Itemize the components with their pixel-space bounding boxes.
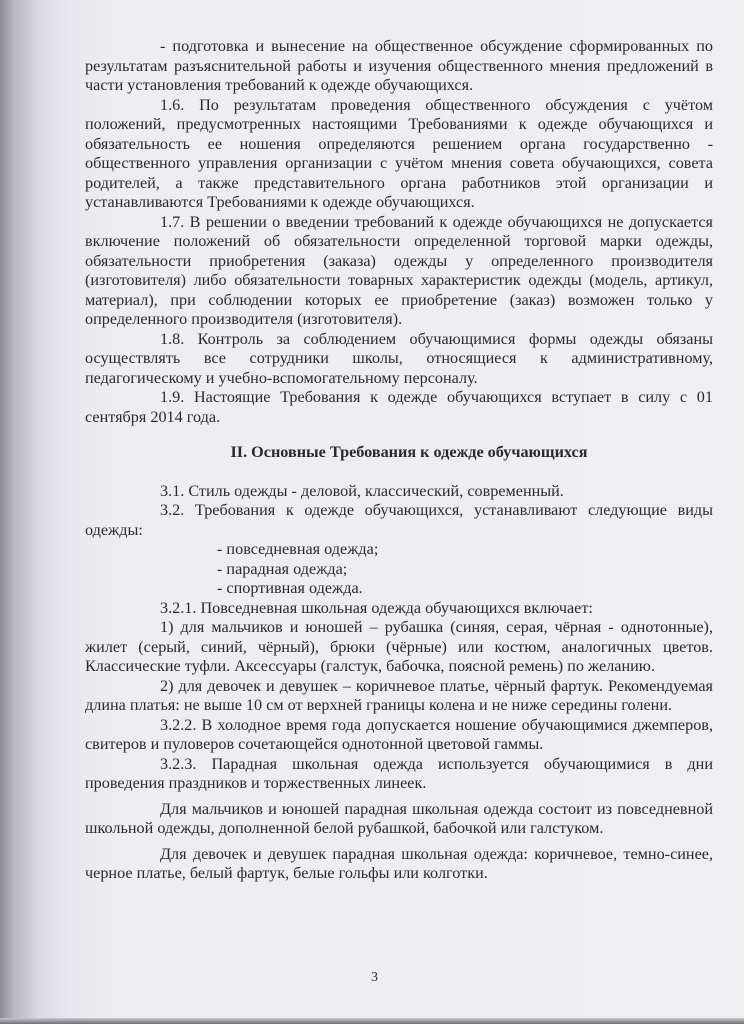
document-body (85, 37, 713, 884)
paragraph-1-8: 1.8. Контроль за соблюдением обучающимися формы одежды обязаны осуществлять все сотрудники школы, относящиеся к административному, педагогическому и учебно-вспомогательному персоналу. (85, 329, 713, 387)
paragraph-girls-formal: Для девочек и девушек парадная школьная одежда: коричневое, темно-синее, черное платье, белый фартук, белые гольфы или колготки. (85, 844, 713, 882)
paragraph: - подготовка и вынесение на общественное обсуждение сформированных по результатам разъяснительной работы и изучения общественного мнения предложений в части установления требований к одежде обучающихся. (85, 37, 713, 94)
page-edge-shadow (0, 1018, 744, 1024)
list-item: - парадная одежда; (217, 559, 348, 578)
paragraph-3-2-2: 3.2.2. В холодное время года допускается ношение обучающимися джемперов, свитеров и пуловеров сочетающейся однотонной цветовой гаммы. (85, 715, 713, 753)
paragraph-boys-formal: Для мальчиков и юношей парадная школьная одежда состоит из повседневной школьной одежды, дополненной белой рубашкой, бабочкой или галстуком. (85, 799, 713, 837)
paragraph-boys: 1) для мальчиков и юношей – рубашка (синяя, серая, чёрная - однотонные), жилет (серый, синий, чёрный), брюки (чёрные) или костюм, аналогичных цветов. Классические туфли. Аксессуары (галстук, бабочка, поясной ремень) по желанию. (85, 618, 713, 675)
paragraph-1-7: 1.7. В решении о введении требований к одежде обучающихся не допускается включение положений об обязательности определенной торговой марки одежды, обязательности приобретения (заказа) одежды у определенного производителя (изготовителя) либо обязательности товарных характеристик одежды (модель, артикул, материал), при соблюдении которых ее приобретение (заказ) возможен только у определенного производителя (изготовителя). (85, 212, 713, 328)
list-item: - спортивная одежда. (217, 579, 363, 597)
paragraph-3-2-3: 3.2.3. Парадная школьная одежда используется обучающимися в дни проведения праздников и торжественных линеек. (85, 754, 713, 792)
page-number: 3 (371, 970, 378, 985)
section-heading: II. Основные Требования к одежде обучающихся (230, 443, 588, 461)
list-item: - повседневная одежда; (217, 540, 379, 558)
paragraph-girls: 2) для девочек и девушек – коричневое платье, чёрный фартук. Рекомендуемая длина платья: не выше 10 см от верхней границы колена и не ниже середины голени. (85, 676, 713, 714)
paragraph-3-2: 3.2. Требования к одежде обучающихся, устанавливают следующие виды одежды: (85, 501, 713, 539)
paragraph-3-1: 3.1. Стиль одежды - деловой, классический, современный. (160, 481, 564, 500)
paragraph-3-2-1: 3.2.1. Повседневная школьная одежда обучающихся включает: (160, 598, 593, 617)
paragraph-1-6: 1.6. По результатам проведения общественного обсуждения с учётом положений, предусмотренных настоящими Требованиями к одежде обучающихся и обязательность ее ношения определяются решением органа государственно - общественного управления организации с учётом мнения совета обучающихся, совета родителей, а также представительного органа работников этой организации и устанавливаются Требованиями к одежде обучающихся. (85, 95, 713, 211)
paragraph-1-9: 1.9. Настоящие Требования к одежде обучающихся вступает в силу с 01 сентября 2014 года. (85, 388, 713, 426)
